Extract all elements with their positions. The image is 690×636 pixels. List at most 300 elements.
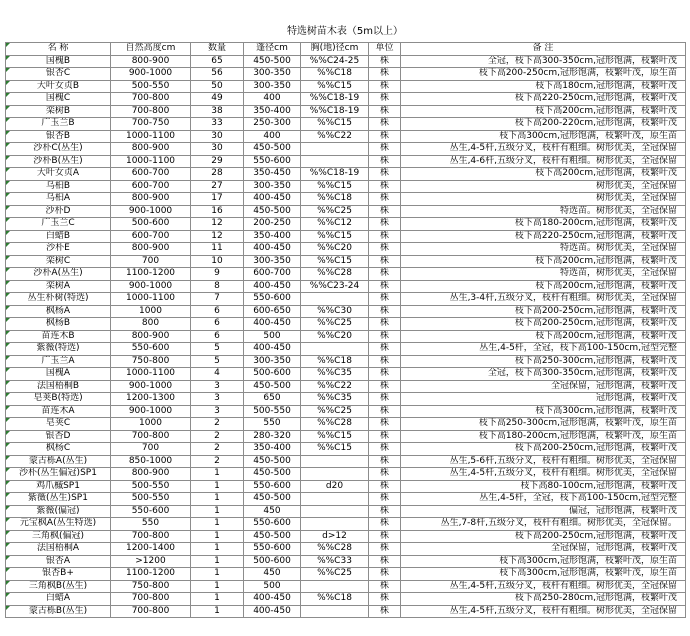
cell-unit: 株 bbox=[369, 393, 401, 406]
cell-quantity: 1 bbox=[191, 530, 244, 543]
cell-diameter bbox=[301, 343, 369, 356]
cell-height: 1100-1200 bbox=[111, 268, 191, 281]
cell-name: 紫薇(偏冠) bbox=[6, 505, 111, 518]
cell-quantity: 1 bbox=[191, 505, 244, 518]
cell-quantity: 65 bbox=[191, 55, 244, 68]
table-row bbox=[6, 430, 686, 443]
cell-quantity: 1 bbox=[191, 605, 244, 618]
cell-name: 枫杨C bbox=[6, 443, 111, 456]
cell-crown: 400-450 bbox=[244, 593, 301, 606]
cell-crown: 450 bbox=[244, 505, 301, 518]
cell-diameter: %%C35 bbox=[301, 368, 369, 381]
table-row bbox=[6, 418, 686, 431]
cell-unit: 株 bbox=[369, 268, 401, 281]
cell-unit: 株 bbox=[369, 518, 401, 531]
cell-unit: 株 bbox=[369, 543, 401, 556]
cell-notes: 枝下高200-250cm,冠形饱满，枝繁叶茂 bbox=[401, 318, 686, 331]
cell-diameter: %%C20 bbox=[301, 330, 369, 343]
table-row bbox=[6, 530, 686, 543]
cell-crown: 450-500 bbox=[244, 143, 301, 156]
cell-quantity: 5 bbox=[191, 355, 244, 368]
cell-crown: 450-500 bbox=[244, 380, 301, 393]
cell-notes: 枝下高220-250cm,冠形饱满，枝繁叶茂 bbox=[401, 93, 686, 106]
cell-name: 广玉兰C bbox=[6, 218, 111, 231]
cell-unit: 株 bbox=[369, 380, 401, 393]
cell-name: 枫杨A bbox=[6, 305, 111, 318]
cell-height: 500-600 bbox=[111, 218, 191, 231]
cell-diameter: d>12 bbox=[301, 530, 369, 543]
cell-name: 紫薇(丛生)SP1 bbox=[6, 493, 111, 506]
cell-height: 1200-1400 bbox=[111, 543, 191, 556]
cell-name: 国槐A bbox=[6, 368, 111, 381]
cell-diameter: %%C33 bbox=[301, 555, 369, 568]
cell-crown: 450 bbox=[244, 568, 301, 581]
cell-notes: 全冠，枝下高300-350cm,冠形饱满，枝繁叶茂 bbox=[401, 55, 686, 68]
cell-crown: 350-400 bbox=[244, 105, 301, 118]
cell-diameter: %%C28 bbox=[301, 268, 369, 281]
cell-unit: 株 bbox=[369, 468, 401, 481]
table-row bbox=[6, 243, 686, 256]
cell-notes: 冠形饱满，枝繁叶茂 bbox=[401, 393, 686, 406]
table-row bbox=[6, 480, 686, 493]
cell-crown: 600-650 bbox=[244, 305, 301, 318]
cell-diameter: %%C15 bbox=[301, 80, 369, 93]
cell-height: 700 bbox=[111, 443, 191, 456]
table-row bbox=[6, 493, 686, 506]
cell-crown: 650 bbox=[244, 393, 301, 406]
cell-diameter: %%C25 bbox=[301, 205, 369, 218]
cell-diameter: %%C12 bbox=[301, 218, 369, 231]
cell-height: 1200-1300 bbox=[111, 393, 191, 406]
cell-diameter bbox=[301, 293, 369, 306]
table-row bbox=[6, 180, 686, 193]
cell-notes: 枝下高300cm,冠形饱满，枝繁叶茂，原生苗 bbox=[401, 130, 686, 143]
cell-height: 550-600 bbox=[111, 343, 191, 356]
cell-unit: 株 bbox=[369, 605, 401, 618]
header-height: 自然高度cm bbox=[111, 43, 191, 56]
cell-diameter: %%C28 bbox=[301, 543, 369, 556]
cell-name: 银杏B+ bbox=[6, 568, 111, 581]
cell-crown: 500 bbox=[244, 330, 301, 343]
cell-notes: 树形优美，全冠保留 bbox=[401, 193, 686, 206]
cell-crown: 450-500 bbox=[244, 468, 301, 481]
cell-crown: 550 bbox=[244, 418, 301, 431]
cell-name: 白蜡B bbox=[6, 230, 111, 243]
cell-name: 皂荚B(特选) bbox=[6, 393, 111, 406]
cell-notes: 枝下高180-200cm,冠形饱满，枝繁叶茂 bbox=[401, 218, 686, 231]
cell-unit: 株 bbox=[369, 480, 401, 493]
cell-diameter: %%C18-19 bbox=[301, 93, 369, 106]
cell-name: 苗连木B bbox=[6, 330, 111, 343]
cell-diameter bbox=[301, 580, 369, 593]
table-row bbox=[6, 118, 686, 131]
table-row bbox=[6, 405, 686, 418]
cell-crown: 300-350 bbox=[244, 80, 301, 93]
cell-name: 国槐B bbox=[6, 55, 111, 68]
cell-height: 850-1000 bbox=[111, 455, 191, 468]
cell-height: 900-1000 bbox=[111, 380, 191, 393]
cell-unit: 株 bbox=[369, 205, 401, 218]
cell-notes: 特选苗。树形优美，全冠保留 bbox=[401, 243, 686, 256]
cell-notes: 特选苗，树形优美，全冠保留 bbox=[401, 268, 686, 281]
table-row bbox=[6, 268, 686, 281]
cell-height: 700-800 bbox=[111, 93, 191, 106]
cell-diameter: %%C24-25 bbox=[301, 55, 369, 68]
cell-quantity: 30 bbox=[191, 130, 244, 143]
cell-quantity: 1 bbox=[191, 543, 244, 556]
cell-unit: 株 bbox=[369, 343, 401, 356]
table-row bbox=[6, 68, 686, 81]
cell-notes: 枝下高250-300cm,冠形饱满，枝繁叶茂，原生苗 bbox=[401, 418, 686, 431]
cell-name: 银杏B bbox=[6, 130, 111, 143]
cell-diameter: %%C22 bbox=[301, 380, 369, 393]
cell-height: 1000-1100 bbox=[111, 293, 191, 306]
table-row bbox=[6, 143, 686, 156]
cell-quantity: 2 bbox=[191, 430, 244, 443]
cell-name: 银杏C bbox=[6, 68, 111, 81]
cell-unit: 株 bbox=[369, 418, 401, 431]
cell-height: 1100-1200 bbox=[111, 568, 191, 581]
table-row bbox=[6, 155, 686, 168]
cell-height: 800-900 bbox=[111, 468, 191, 481]
cell-notes: 丛生,7-8杆,五级分叉，枝杆有粗细。树形优美，全冠保留。 bbox=[401, 518, 686, 531]
header-row bbox=[6, 43, 686, 56]
cell-height: 750-800 bbox=[111, 580, 191, 593]
cell-name: 国槐C bbox=[6, 93, 111, 106]
cell-diameter: %%C15 bbox=[301, 443, 369, 456]
cell-height: 500-550 bbox=[111, 80, 191, 93]
table-row bbox=[6, 355, 686, 368]
cell-name: 沙朴A(丛生) bbox=[6, 268, 111, 281]
cell-height: 800-900 bbox=[111, 143, 191, 156]
cell-notes: 枝下高200-250cm,冠形饱满，枝繁叶茂 bbox=[401, 305, 686, 318]
cell-height: 900-1000 bbox=[111, 68, 191, 81]
cell-diameter bbox=[301, 493, 369, 506]
cell-unit: 株 bbox=[369, 230, 401, 243]
header-crown: 蓬径cm bbox=[244, 43, 301, 56]
cell-unit: 株 bbox=[369, 305, 401, 318]
cell-quantity: 29 bbox=[191, 155, 244, 168]
cell-diameter bbox=[301, 455, 369, 468]
cell-name: 法国梧桐B bbox=[6, 380, 111, 393]
cell-quantity: 33 bbox=[191, 118, 244, 131]
cell-height: 600-700 bbox=[111, 230, 191, 243]
cell-unit: 株 bbox=[369, 555, 401, 568]
cell-name: 白蜡A bbox=[6, 593, 111, 606]
table-row bbox=[6, 93, 686, 106]
cell-name: 广玉兰B bbox=[6, 118, 111, 131]
table-row bbox=[6, 605, 686, 618]
header-unit: 单位 bbox=[369, 43, 401, 56]
cell-unit: 株 bbox=[369, 80, 401, 93]
cell-notes: 枝下高220-250cm,冠形饱满，枝繁叶茂 bbox=[401, 230, 686, 243]
table-row bbox=[6, 105, 686, 118]
cell-diameter: d20 bbox=[301, 480, 369, 493]
cell-notes: 枝下高200cm,冠形饱满，枝繁叶茂 bbox=[401, 105, 686, 118]
table-row bbox=[6, 168, 686, 181]
cell-crown: 450-500 bbox=[244, 205, 301, 218]
cell-crown: 500-550 bbox=[244, 405, 301, 418]
cell-unit: 株 bbox=[369, 280, 401, 293]
cell-crown: 350-400 bbox=[244, 443, 301, 456]
cell-unit: 株 bbox=[369, 180, 401, 193]
cell-name: 栾树A bbox=[6, 280, 111, 293]
cell-notes: 丛生,4-5杆,五级分叉，枝杆有粗细。树形优美，全冠保留 bbox=[401, 468, 686, 481]
cell-height: 550-600 bbox=[111, 505, 191, 518]
cell-quantity: 2 bbox=[191, 455, 244, 468]
cell-notes: 枝下高200cm,冠形饱满，枝繁叶茂 bbox=[401, 255, 686, 268]
cell-diameter: %%C25 bbox=[301, 405, 369, 418]
cell-quantity: 6 bbox=[191, 305, 244, 318]
cell-unit: 株 bbox=[369, 168, 401, 181]
cell-notes: 丛生,4-5杆,五级分叉，枝杆有粗细。树形优美，全冠保留 bbox=[401, 580, 686, 593]
cell-crown: 300-350 bbox=[244, 355, 301, 368]
cell-height: 700-800 bbox=[111, 430, 191, 443]
table-row bbox=[6, 593, 686, 606]
cell-name: 三角枫(偏冠) bbox=[6, 530, 111, 543]
cell-notes: 枝下高180-200cm,冠形饱满，枝繁叶茂，原生苗 bbox=[401, 430, 686, 443]
cell-name: 乌桕A bbox=[6, 193, 111, 206]
cell-diameter: %%C23-24 bbox=[301, 280, 369, 293]
header-notes: 备 注 bbox=[401, 43, 686, 56]
cell-notes: 枝下高180cm,冠形饱满，枝繁叶茂 bbox=[401, 80, 686, 93]
cell-quantity: 3 bbox=[191, 393, 244, 406]
table-row bbox=[6, 443, 686, 456]
cell-diameter bbox=[301, 518, 369, 531]
cell-quantity: 16 bbox=[191, 205, 244, 218]
cell-quantity: 49 bbox=[191, 93, 244, 106]
cell-diameter bbox=[301, 155, 369, 168]
table-row bbox=[6, 318, 686, 331]
table-row bbox=[6, 468, 686, 481]
cell-notes: 全冠保留，冠形饱满，枝繁叶茂 bbox=[401, 543, 686, 556]
cell-diameter: %%C18-19 bbox=[301, 105, 369, 118]
cell-quantity: 38 bbox=[191, 105, 244, 118]
cell-crown: 550-600 bbox=[244, 518, 301, 531]
cell-notes: 枝下高250-280cm,冠形饱满，枝繁叶茂 bbox=[401, 593, 686, 606]
table-row bbox=[6, 218, 686, 231]
cell-unit: 株 bbox=[369, 530, 401, 543]
cell-diameter: %%C18-19 bbox=[301, 168, 369, 181]
cell-height: 600-700 bbox=[111, 180, 191, 193]
cell-unit: 株 bbox=[369, 580, 401, 593]
cell-unit: 株 bbox=[369, 455, 401, 468]
cell-quantity: 3 bbox=[191, 380, 244, 393]
cell-quantity: 12 bbox=[191, 218, 244, 231]
cell-unit: 株 bbox=[369, 155, 401, 168]
cell-crown: 400 bbox=[244, 130, 301, 143]
cell-quantity: 1 bbox=[191, 518, 244, 531]
table-row bbox=[6, 555, 686, 568]
cell-quantity: 1 bbox=[191, 468, 244, 481]
table-row bbox=[6, 280, 686, 293]
cell-quantity: 28 bbox=[191, 168, 244, 181]
cell-height: 500-550 bbox=[111, 480, 191, 493]
cell-quantity: 1 bbox=[191, 580, 244, 593]
table-row bbox=[6, 518, 686, 531]
table-row bbox=[6, 380, 686, 393]
cell-notes: 丛生,4-6杆,五级分叉，枝杆有粗细。树形优美，全冠保留 bbox=[401, 155, 686, 168]
cell-name: 银杏A bbox=[6, 555, 111, 568]
cell-unit: 株 bbox=[369, 568, 401, 581]
cell-unit: 株 bbox=[369, 68, 401, 81]
cell-unit: 株 bbox=[369, 405, 401, 418]
cell-height: 500-550 bbox=[111, 493, 191, 506]
cell-diameter: %%C15 bbox=[301, 430, 369, 443]
cell-diameter: %%C15 bbox=[301, 255, 369, 268]
cell-height: 1000 bbox=[111, 305, 191, 318]
cell-height: >1200 bbox=[111, 555, 191, 568]
cell-height: 900-1000 bbox=[111, 405, 191, 418]
cell-diameter: %%C18 bbox=[301, 193, 369, 206]
cell-crown: 300-350 bbox=[244, 68, 301, 81]
cell-quantity: 6 bbox=[191, 318, 244, 331]
cell-name: 栾树B bbox=[6, 105, 111, 118]
table-row bbox=[6, 330, 686, 343]
cell-notes: 枝下高300cm,冠形饱满，枝繁叶茂 bbox=[401, 405, 686, 418]
cell-crown: 400-450 bbox=[244, 280, 301, 293]
cell-unit: 株 bbox=[369, 118, 401, 131]
cell-name: 沙朴D bbox=[6, 205, 111, 218]
cell-crown: 500 bbox=[244, 580, 301, 593]
cell-name: 皂荚C bbox=[6, 418, 111, 431]
cell-height: 550 bbox=[111, 518, 191, 531]
cell-crown: 350-450 bbox=[244, 168, 301, 181]
cell-name: 大叶女贞A bbox=[6, 168, 111, 181]
cell-height: 1000-1100 bbox=[111, 368, 191, 381]
cell-diameter: %%C18 bbox=[301, 355, 369, 368]
cell-name: 乌桕B bbox=[6, 180, 111, 193]
cell-height: 800 bbox=[111, 318, 191, 331]
cell-diameter: %%C25 bbox=[301, 568, 369, 581]
cell-notes: 枝下高200cm,冠形饱满，枝繁叶茂 bbox=[401, 168, 686, 181]
cell-unit: 株 bbox=[369, 105, 401, 118]
table-row bbox=[6, 393, 686, 406]
cell-quantity: 1 bbox=[191, 568, 244, 581]
cell-crown: 400-450 bbox=[244, 193, 301, 206]
table-row bbox=[6, 455, 686, 468]
cell-crown: 550-600 bbox=[244, 543, 301, 556]
cell-diameter bbox=[301, 143, 369, 156]
cell-unit: 株 bbox=[369, 130, 401, 143]
table-body bbox=[6, 55, 686, 618]
cell-name: 苗连木A bbox=[6, 405, 111, 418]
table-title: 特选树苗木表（5m以上） bbox=[286, 26, 404, 37]
cell-unit: 株 bbox=[369, 430, 401, 443]
cell-quantity: 11 bbox=[191, 243, 244, 256]
cell-name: 蒙古栎B(丛生) bbox=[6, 605, 111, 618]
cell-crown: 550-600 bbox=[244, 480, 301, 493]
cell-notes: 全冠保留，冠形饱满，枝繁叶茂 bbox=[401, 380, 686, 393]
cell-name: 大叶女贞B bbox=[6, 80, 111, 93]
cell-crown: 450-500 bbox=[244, 530, 301, 543]
cell-name: 鸡爪槭SP1 bbox=[6, 480, 111, 493]
cell-crown: 450-500 bbox=[244, 55, 301, 68]
cell-unit: 株 bbox=[369, 255, 401, 268]
cell-quantity: 17 bbox=[191, 193, 244, 206]
table-row bbox=[6, 255, 686, 268]
cell-name: 蒙古栎A(丛生) bbox=[6, 455, 111, 468]
cell-quantity: 1 bbox=[191, 480, 244, 493]
cell-unit: 株 bbox=[369, 93, 401, 106]
cell-height: 1000-1100 bbox=[111, 130, 191, 143]
cell-height: 750-800 bbox=[111, 355, 191, 368]
cell-notes: 丛生,4-5杆，全冠，枝下高100-150cm,冠型完整 bbox=[401, 493, 686, 506]
cell-crown: 400-450 bbox=[244, 605, 301, 618]
cell-height: 700-800 bbox=[111, 593, 191, 606]
cell-name: 沙朴(丛生偏冠)SP1 bbox=[6, 468, 111, 481]
cell-notes: 丛生,4-5杆,五级分叉，枝杆有粗细。树形优美，全冠保留 bbox=[401, 143, 686, 156]
cell-unit: 株 bbox=[369, 330, 401, 343]
cell-notes: 枝下高80-100cm,冠形饱满，枝繁叶茂 bbox=[401, 480, 686, 493]
cell-unit: 株 bbox=[369, 293, 401, 306]
cell-diameter: %%C22 bbox=[301, 130, 369, 143]
cell-notes: 特选苗。树形优美，全冠保留 bbox=[401, 205, 686, 218]
cell-height: 800-900 bbox=[111, 330, 191, 343]
cell-unit: 株 bbox=[369, 443, 401, 456]
cell-quantity: 2 bbox=[191, 418, 244, 431]
cell-crown: 400-450 bbox=[244, 243, 301, 256]
cell-crown: 600-700 bbox=[244, 268, 301, 281]
cell-name: 紫薇(特选) bbox=[6, 343, 111, 356]
cell-quantity: 1 bbox=[191, 493, 244, 506]
cell-unit: 株 bbox=[369, 243, 401, 256]
cell-diameter: %%C28 bbox=[301, 418, 369, 431]
cell-name: 栾树C bbox=[6, 255, 111, 268]
table-row bbox=[6, 193, 686, 206]
cell-diameter: %%C15 bbox=[301, 180, 369, 193]
cell-name: 沙朴E bbox=[6, 243, 111, 256]
cell-notes: 枝下高250-300cm,冠形饱满，枝繁叶茂 bbox=[401, 355, 686, 368]
cell-crown: 500-600 bbox=[244, 368, 301, 381]
cell-height: 700-800 bbox=[111, 105, 191, 118]
cell-crown: 250-300 bbox=[244, 118, 301, 131]
cell-diameter: %%C25 bbox=[301, 318, 369, 331]
header-name: 名 称 bbox=[6, 43, 111, 56]
cell-quantity: 4 bbox=[191, 368, 244, 381]
table-row bbox=[6, 293, 686, 306]
cell-diameter: %%C18 bbox=[301, 68, 369, 81]
cell-height: 900-1000 bbox=[111, 205, 191, 218]
header-diameter: 胸(地)径cm bbox=[301, 43, 369, 56]
cell-height: 700 bbox=[111, 255, 191, 268]
table-row bbox=[6, 130, 686, 143]
cell-name: 沙朴C(丛生) bbox=[6, 143, 111, 156]
cell-name: 枫杨B bbox=[6, 318, 111, 331]
cell-crown: 450-500 bbox=[244, 455, 301, 468]
cell-diameter: %%C15 bbox=[301, 230, 369, 243]
cell-quantity: 50 bbox=[191, 80, 244, 93]
cell-unit: 株 bbox=[369, 505, 401, 518]
cell-diameter: %%C35 bbox=[301, 393, 369, 406]
cell-quantity: 6 bbox=[191, 330, 244, 343]
cell-height: 1000 bbox=[111, 418, 191, 431]
table-row bbox=[6, 568, 686, 581]
cell-name: 元宝枫A(丛生特选) bbox=[6, 518, 111, 531]
table-row bbox=[6, 543, 686, 556]
cell-notes: 枝下高200cm,冠形饱满，枝繁叶茂 bbox=[401, 280, 686, 293]
cell-diameter bbox=[301, 468, 369, 481]
cell-notes: 枝下高200cm,冠形饱满，枝繁叶茂 bbox=[401, 330, 686, 343]
cell-crown: 200-250 bbox=[244, 218, 301, 231]
cell-notes: 丛生,4-5杆，全冠，枝下高100-150cm,冠型完整 bbox=[401, 343, 686, 356]
cell-quantity: 7 bbox=[191, 293, 244, 306]
cell-height: 700-750 bbox=[111, 118, 191, 131]
cell-height: 700-800 bbox=[111, 605, 191, 618]
cell-quantity: 5 bbox=[191, 343, 244, 356]
cell-height: 800-900 bbox=[111, 243, 191, 256]
cell-quantity: 3 bbox=[191, 405, 244, 418]
